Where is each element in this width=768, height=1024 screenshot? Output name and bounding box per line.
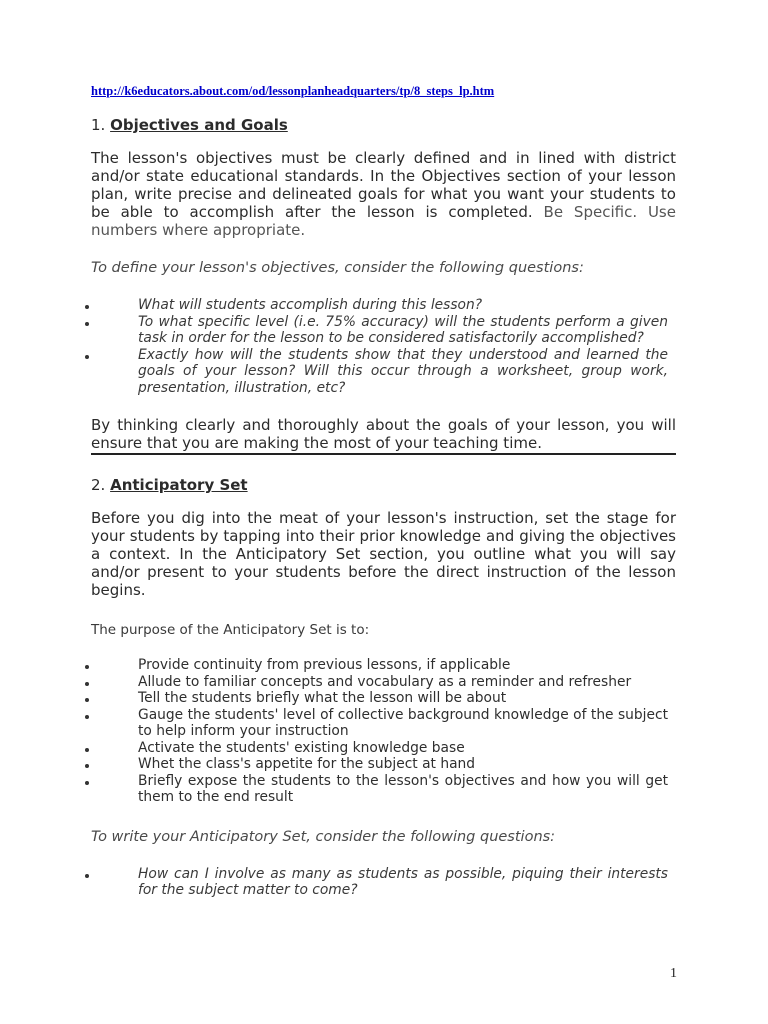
list-item: Tell the students briefly what the lesson will be about — [91, 690, 676, 707]
list-item: How can I involve as many as students as possible, piquing their interests for the subject matter to come? — [91, 866, 676, 899]
bullet-icon — [85, 355, 89, 359]
list-item: What will students accomplish during this lesson? — [91, 297, 676, 314]
section-2-purpose-intro: The purpose of the Anticipatory Set is to: — [91, 622, 370, 638]
list-item: Allude to familiar concepts and vocabulary as a reminder and refresher — [91, 674, 676, 691]
section-1-intro-paragraph — [91, 149, 676, 239]
section-2-questions-list — [91, 866, 676, 899]
section-1-number: 1. — [91, 116, 106, 134]
section-1-questions-list — [91, 297, 676, 396]
section-1-heading — [91, 115, 676, 135]
list-item: Activate the students' existing knowledge base — [91, 740, 676, 757]
bullet-icon — [85, 781, 89, 785]
list-item: Gauge the students' level of collective background knowledge of the subject to help inform your instruction — [91, 707, 676, 740]
section-2-intro-paragraph: Before you dig into the meat of your lesson's instruction, set the stage for your students by tapping into their prior knowledge and giving the objectives a context. In the Anticipatory Set section, you outline what you will say and/or present to your students before the direct instruction of the lesson begins. — [91, 509, 676, 599]
list-item: Exactly how will the students show that they understood and learned the goals of your lesson? Will this occur through a worksheet, group work, presentation, illustration, etc? — [91, 347, 676, 397]
section-2-heading — [91, 475, 676, 495]
section-1-title: Objectives and Goals — [110, 116, 288, 134]
list-item: Briefly expose the students to the lesson's objectives and how you will get them to the end result — [91, 773, 676, 806]
bullet-icon — [85, 764, 89, 768]
bullet-icon — [85, 665, 89, 669]
bullet-icon — [85, 305, 89, 309]
document-page — [91, 84, 676, 899]
section-1-intro-main: The lesson's objectives must be clearly defined and in lined with district and/or state educational standards. In the Objectives section of your lesson plan, write precise and delineated goals for what you want your students to be able to accomplish after the lesson is completed. — [91, 149, 676, 221]
page-number: 1 — [670, 966, 677, 981]
bullet-icon — [85, 698, 89, 702]
list-item: To what specific level (i.e. 75% accuracy) will the students perform a given task in order for the lesson to be considered satisfactorily accomplished? — [91, 314, 676, 347]
bullet-icon — [85, 682, 89, 686]
source-url-link[interactable]: http://k6educators.about.com/od/lessonplanheadquarters/tp/8_steps_lp.htm — [91, 84, 495, 98]
section-2-number: 2. — [91, 476, 106, 494]
bullet-icon — [85, 874, 89, 878]
section-2-purpose-list — [91, 657, 676, 806]
bullet-icon — [85, 715, 89, 719]
section-2-title: Anticipatory Set — [110, 476, 248, 494]
bullet-icon — [85, 748, 89, 752]
bullet-icon — [85, 322, 89, 326]
list-item: Whet the class's appetite for the subject at hand — [91, 756, 676, 773]
list-item: Provide continuity from previous lessons, if applicable — [91, 657, 676, 674]
section-1-closing-paragraph: By thinking clearly and thoroughly about the goals of your lesson, you will ensure that you are making the most of your teaching time. — [91, 416, 676, 452]
section-2-questions-intro: To write your Anticipatory Set, consider the following questions: — [91, 828, 556, 845]
section-1-intro-tail: Be Specific. Use numbers where appropriate. — [91, 203, 676, 239]
section-1-questions-intro: To define your lesson's objectives, consider the following questions: — [91, 260, 584, 276]
